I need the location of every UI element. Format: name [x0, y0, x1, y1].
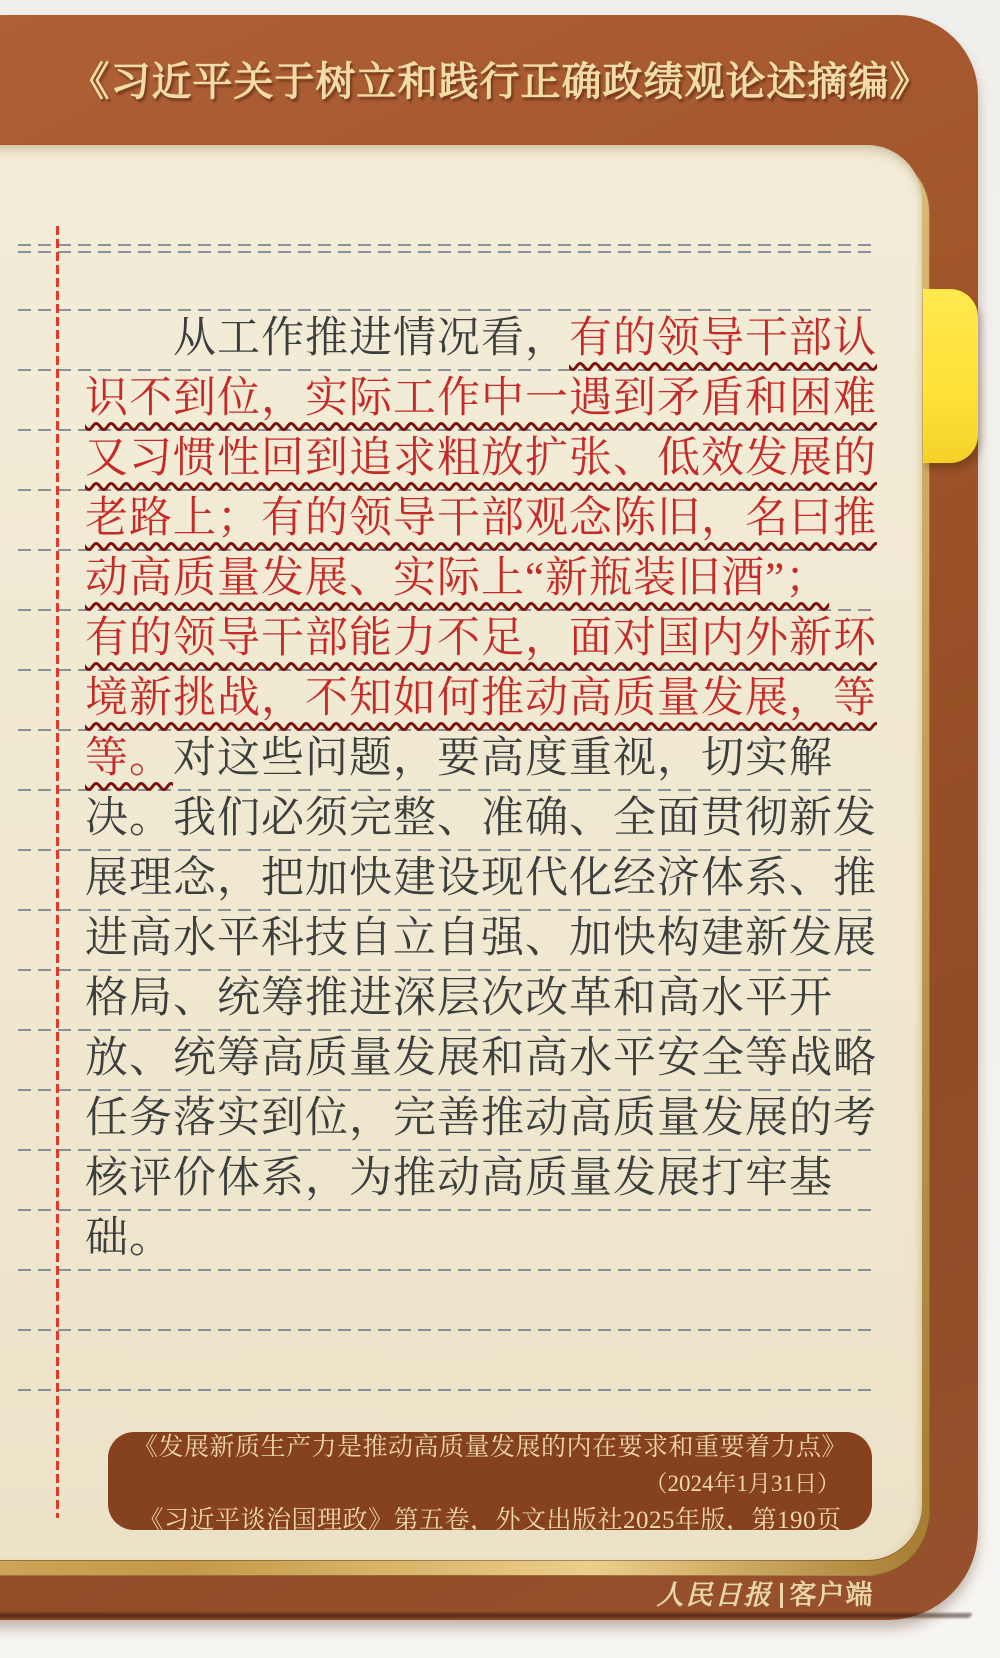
poster-title: 《习近平关于树立和践行正确政绩观论述摘编》: [69, 59, 931, 104]
text-row-12: [85, 969, 885, 1029]
text-segment-red-underlined: 有的领导干部认: [569, 315, 877, 362]
text-row-3: [85, 429, 885, 489]
citation-box: [108, 1432, 872, 1534]
text-segment: 格局、统筹推进深层次改革和高水平开: [85, 975, 833, 1022]
text-segment-red-underlined: 境新挑战，不知如何推动高质量发展，等: [85, 675, 877, 722]
text-segment-red-underlined: 等。: [85, 735, 173, 782]
text-segment-red-underlined: 有的领导干部能力不足，面对国内外新环: [85, 615, 877, 662]
text-segment-red-underlined: 老路上；有的领导干部观念陈旧，名曰推: [85, 495, 877, 542]
text-segment: 进高水平科技自立自强、加快构建新发展: [85, 915, 877, 962]
text-segment: 展理念，把加快建设现代化经济体系、推: [85, 855, 877, 902]
text-segment-red-underlined: 识不到位，实际工作中一遇到矛盾和困难: [85, 375, 877, 422]
brand-separator-bar: [780, 1583, 783, 1608]
brand-script-wordmark: 人民日报: [656, 1580, 773, 1611]
text-row-11: [85, 909, 885, 969]
text-row-1: [85, 309, 973, 369]
peoples-daily-client-logo: [580, 1578, 950, 1612]
text-segment-red-underlined: 动高质量发展、实际上“新瓶装旧酒”；: [85, 555, 830, 602]
text-row-4: [85, 489, 885, 549]
text-row-7: [85, 669, 885, 729]
text-segment: 从工作推进情况看，: [173, 315, 569, 362]
text-row-9: [85, 789, 885, 849]
text-segment: 决。我们必须完整、准确、全面贯彻新发: [85, 795, 877, 842]
text-row-14: [85, 1089, 885, 1149]
citation-volume: 《习近平谈治国理政》第五卷，外文出版社2025年版，第190页: [138, 1506, 842, 1534]
text-segment: 放、统筹高质量发展和高水平安全等战略: [85, 1035, 877, 1082]
text-row-8: [85, 729, 885, 789]
text-segment: 对这些问题，要高度重视，切实解: [173, 735, 833, 782]
text-segment: 任务落实到位，完善推动高质量发展的考: [85, 1095, 877, 1142]
citation-source-title: 《发展新质生产力是推动高质量发展的内在要求和重要着力点》: [132, 1433, 847, 1461]
text-row-5: [85, 549, 885, 609]
citation-date: （2024年1月31日）: [644, 1470, 840, 1496]
text-row-2: [85, 369, 885, 429]
text-row-10: [85, 849, 885, 909]
text-row-6: [85, 609, 885, 669]
text-row-15: [85, 1149, 885, 1209]
text-row-13: [85, 1029, 885, 1089]
text-row-16: [85, 1209, 885, 1269]
brand-suffix-label: 客户端: [789, 1580, 874, 1610]
text-segment-red-underlined: 又习惯性回到追求粗放扩张、低效发展的: [85, 435, 877, 482]
text-segment: 础。: [85, 1215, 173, 1262]
text-segment: 核评价体系，为推动高质量发展打牢基: [85, 1155, 833, 1202]
